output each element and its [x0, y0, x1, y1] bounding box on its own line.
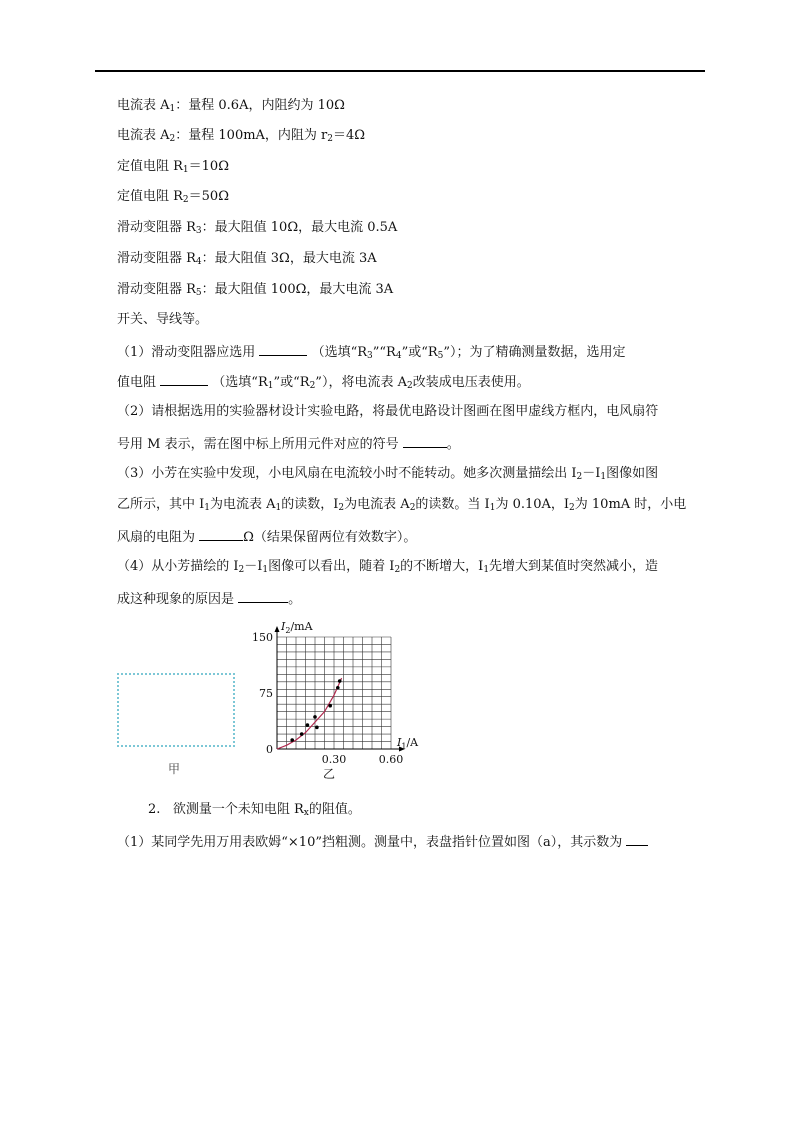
chart-grid [277, 637, 391, 749]
answer-blank[interactable] [403, 435, 447, 448]
question-2-line-2: 号用 M 表示，需在图中标上所用元件对应的符号 。 [117, 437, 460, 452]
figure-jia-caption: 甲 [168, 762, 181, 776]
equipment-r5: 滑动变阻器 $R_5$：最大阻值 100Ω，最大电流 3A [117, 282, 394, 298]
equipment-misc: 开关、导线等。 [117, 312, 209, 327]
data-point [290, 738, 294, 742]
data-point [313, 715, 317, 719]
equipment-a2: 电流表 $A_2$：量程 100mA，内阻为 $r_2=4\Omega$ [117, 128, 366, 144]
figure-yi-caption: 乙 [323, 767, 336, 781]
y-axis-title: $I_2/mA$ [281, 620, 313, 635]
question-4-line-2: 成这种现象的原因是 。 [117, 592, 302, 607]
header-rule [95, 70, 705, 72]
equipment-r4: 滑动变阻器 $R_4$：最大阻值 3Ω，最大电流 3A [117, 251, 377, 267]
question-3-line-3: 风扇的电阻为 Ω（结果保留两位有效数字）。 [117, 530, 417, 545]
equipment-a1: 电流表 $A_1$：量程 0.6A，内阻约为 10Ω [117, 98, 345, 114]
answer-blank[interactable] [259, 343, 307, 356]
question-3-line-2: 乙所示，其中 $I_1$为电流表 $A_1$的读数，$I_2$为电流表 $A_2$的读数。当 $I_1$为 0.10A，$I_2$为 10mA 时，小电 [117, 497, 687, 513]
question-3-line-1: （3）小芳在实验中发现，小电风扇在电流较小时不能转动。她多次测量描绘出 $I_2-I_1$图像如图 [117, 466, 659, 482]
x-tick-label: 0.30 [321, 753, 347, 766]
answer-blank[interactable] [199, 528, 243, 541]
equipment-r2: 定值电阻 $R_2=50\Omega$ [117, 189, 229, 205]
i2-i1-chart [245, 618, 445, 768]
data-point [336, 686, 340, 690]
question-2-line-1: （2）请根据选用的实验器材设计实验电路，将最优电路设计图画在图甲虚线方框内，电风扇符 [117, 404, 659, 419]
question-2-part-1: （1）某同学先用万用表欧姆“×10”挡粗测。测量中，表盘指针位置如图（a），其示数为 [117, 833, 648, 851]
answer-blank[interactable] [160, 373, 208, 386]
y-tick-label: 0 [266, 743, 273, 756]
x-axis-title: $I_1/A$ [397, 736, 419, 751]
equipment-r1: 定值电阻 $R_1=10\Omega$ [117, 159, 229, 175]
x-tick-label: 0.60 [378, 753, 404, 766]
data-point [338, 679, 342, 683]
answer-blank[interactable] [626, 833, 648, 846]
question-1-line-2: 值电阻 （选填“$R_1$”或“$R_2$”），将电流表 $A_2$改装成电压表使用。 [117, 375, 530, 391]
y-tick-label: 150 [252, 631, 273, 644]
equipment-r3: 滑动变阻器 $R_3$：最大阻值 10Ω，最大电流 0.5A [117, 220, 398, 236]
y-axis-arrow [275, 626, 280, 632]
data-point [306, 723, 310, 727]
data-point [300, 732, 304, 736]
question-4-line-1: （4）从小芳描绘的 $I_2-I_1$图像可以看出，随着 $I_2$的不断增大，$I_1$先增大到某值时突然减小，造 [117, 559, 659, 575]
question-1-line-1: （1）滑动变阻器应选用 （选填“$R_3”“R_4$”或“$R_5$”）；为了精确测量数据，选用定 [117, 345, 626, 361]
data-point [315, 726, 319, 730]
y-tick-label: 75 [259, 687, 273, 700]
answer-blank[interactable] [238, 590, 288, 603]
data-point [328, 704, 332, 708]
circuit-drawing-box[interactable] [117, 673, 235, 747]
question-2-heading: 2. 欲测量一个未知电阻 $R_x$的阻值。 [148, 802, 361, 818]
